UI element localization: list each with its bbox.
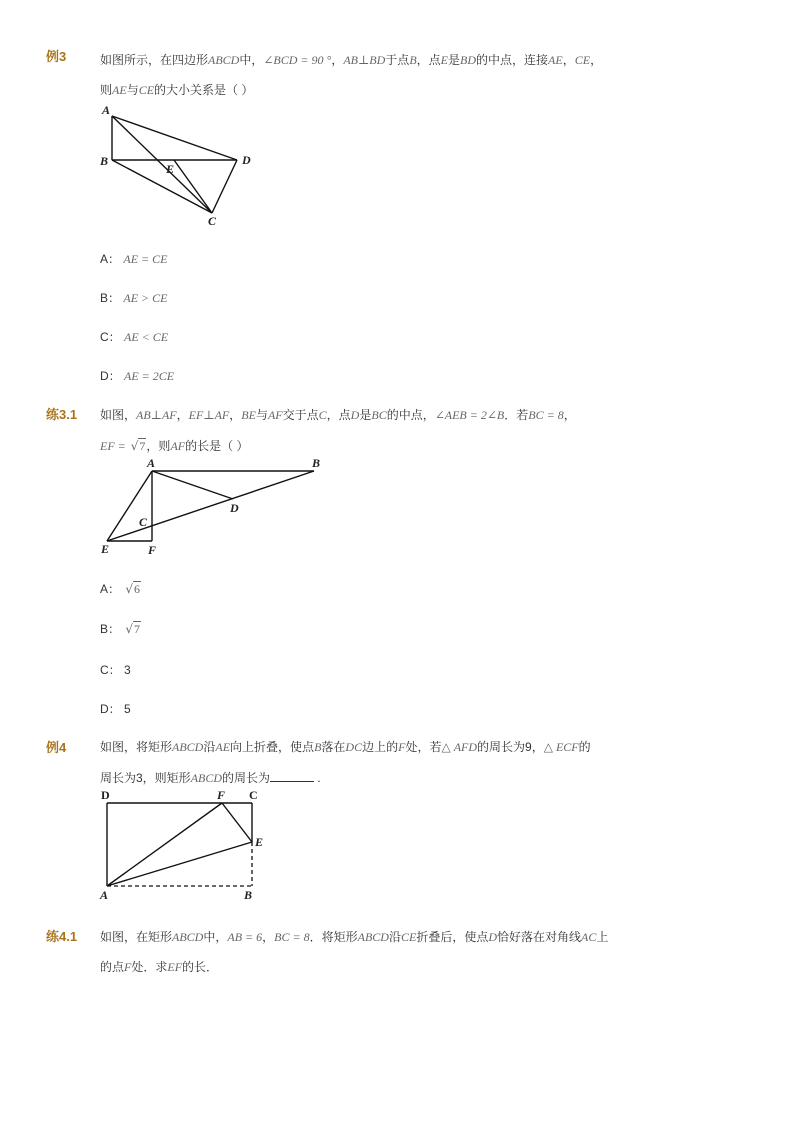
practice-3-1-option-b[interactable]: B： √7 [100, 622, 141, 636]
example-3-option-c[interactable]: C： AE < CE [100, 330, 169, 344]
segment-BC [112, 160, 212, 213]
segment-EC [174, 160, 212, 213]
point-label-D: D [242, 153, 251, 167]
practice-3-1-option-a[interactable]: A： √6 [100, 582, 141, 596]
point-label-D: D [230, 501, 239, 515]
point-label-F: F [148, 543, 157, 557]
point-label-C: C [208, 214, 217, 228]
example-3-tag: 例3 [46, 49, 67, 64]
example-3-option-d[interactable]: D： AE = 2CE [100, 369, 175, 383]
practice-3-1-question-line-1: 如图，AB⊥AF，EF⊥AF，BE与AF交于点C，点D是BC的中点，∠AEB = 2∠B．若BC = 8， [100, 408, 576, 422]
segment-AC [112, 116, 212, 213]
point-label-F: F [217, 788, 226, 802]
example-3-option-a[interactable]: A： AE = CE [100, 252, 168, 266]
point-label-B: B [312, 456, 321, 470]
point-label-B: B [244, 888, 253, 902]
example-4-figure [96, 786, 276, 902]
practice-3-1-tag: 练3.1 [46, 407, 78, 422]
practice-4-1-question-line-1: 如图，在矩形ABCD中，AB = 6，BC = 8．将矩形ABCD沿CE折叠后，使点D恰好落在对角线AC上 [100, 930, 609, 944]
segment-AE [107, 842, 252, 886]
point-label-E: E [101, 542, 110, 556]
point-label-B: B [100, 154, 109, 168]
segment-AD [152, 471, 233, 499]
point-label-C: C [139, 515, 148, 529]
example-3-figure [96, 100, 266, 230]
segment-EA [107, 471, 152, 541]
example-4-question-line-2: 周长为3，则矩形ABCD的周长为 . [100, 771, 321, 785]
practice-4-1-tag: 练4.1 [46, 929, 78, 944]
example-4-tag: 例4 [46, 740, 67, 755]
practice-3-1-figure [96, 454, 336, 564]
point-label-A: A [102, 103, 111, 117]
point-label-E: E [166, 162, 175, 176]
point-label-A: A [100, 888, 109, 902]
segment-FE [222, 803, 252, 842]
point-label-A: A [147, 456, 156, 470]
example-3-question-line-1: 如图所示，在四边形ABCD中，∠BCD = 90 °，AB⊥BD于点B，点E是BD的中点，连接AE，CE， [100, 53, 603, 67]
point-label-C: C [249, 788, 258, 802]
practice-3-1-option-c[interactable]: C： 3 [100, 663, 131, 677]
point-label-E: E [255, 835, 264, 849]
practice-4-1-question-line-2: 的点F处．求EF的长． [100, 960, 219, 974]
example-4-question-line-1: 如图，将矩形ABCD沿AE向上折叠，使点B落在DC边上的F处，若△ AFD的周长为9，△ ECF的 [100, 740, 591, 754]
point-label-D: D [101, 788, 110, 802]
segment-DC [212, 160, 237, 213]
segment-AD [112, 116, 237, 160]
segment-AF [107, 803, 222, 886]
example-3-option-b[interactable]: B： AE > CE [100, 291, 168, 305]
segment-EB [107, 471, 314, 541]
practice-3-1-option-d[interactable]: D： 5 [100, 702, 131, 716]
answer-blank[interactable] [270, 771, 314, 782]
example-3-question-line-2: 则AE与CE的大小关系是（ ） [100, 83, 254, 97]
practice-3-1-question-line-2: EF = √7，则AF的长是（ ） [100, 439, 249, 453]
